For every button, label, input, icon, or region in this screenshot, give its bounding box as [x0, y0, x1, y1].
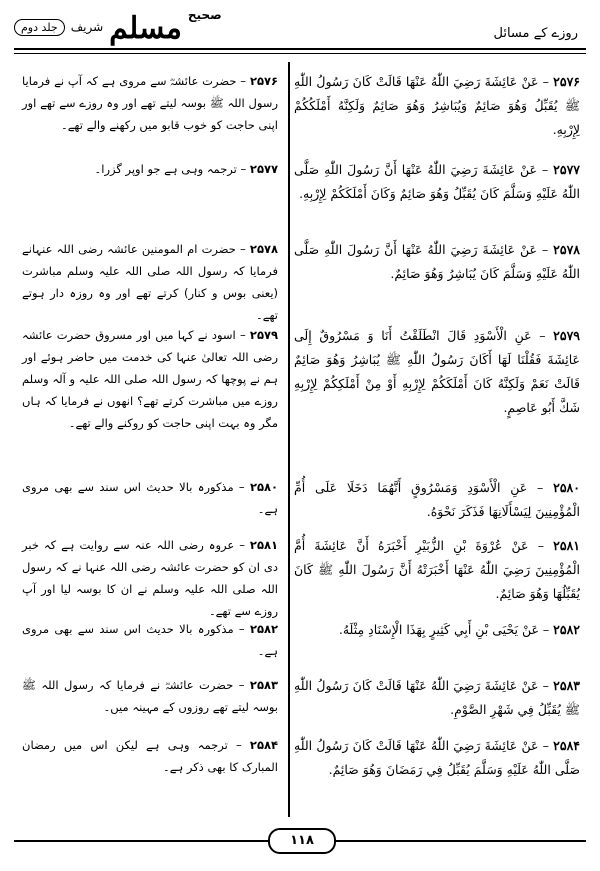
hadith-number: ۲۵۷۸ [553, 242, 580, 257]
hadith-number: ۲۵۷۸ [249, 242, 278, 256]
hadith-number: ۲۵۷۶ [249, 74, 279, 88]
urdu-text: مذکورہ بالا حدیث اس سند سے بھی مروی ہے۔ [22, 622, 278, 658]
hadith-number: ۲۵۷۹ [553, 328, 580, 343]
page-header [14, 8, 586, 58]
arabic-text: عَنْ عَائِشَةَ رَضِيَ اللّٰهُ عَنْهَا أَنَّ رَسُولَ اللّٰهِ صَلَّى اللّٰهُ عَلَيْهِ وَسَلَّمَ كَانَ يُقَبِّلُ وَهُوَ صَائِمٌ وَكَانَ أَمْلَكَكُمْ لِإِرْبِهِ. [294, 162, 580, 201]
hadith-number: ۲۵۸۴ [553, 738, 580, 753]
hadith-number: ۲۵۷۷ [249, 162, 278, 176]
hadith-number: ۲۵۸۰ [249, 480, 279, 494]
hadith-number: ۲۵۸۲ [553, 622, 580, 637]
hadith-urdu-2577: ۲۵۷۷ – ترجمہ وہی ہے جو اوپر گزرا۔ [94, 162, 278, 176]
header-rule-thin [14, 53, 586, 54]
hadith-urdu-2576: ۲۵۷۶ – حضرت عائشہؓ سے مروی ہے کہ آپ نے فرمایا رسول اللہ ﷺ بوسہ لیتے تھے اور وہ روزے سے تھے اور اپنی حاجت کو خوب قابو میں رکھنے والے تھے۔ [22, 74, 279, 132]
hadith-number: ۲۵۸۱ [553, 538, 581, 553]
arabic-text: عَنْ عُرْوَةَ بْنِ الزُّبَيْرِ أَخْبَرَهُ أَنَّ عَائِشَةَ أُمَّ الْمُؤْمِنِينَ رَضِيَ اللّٰهُ عَنْهَا أَخْبَرَتْهُ أَنَّ رَسُولَ اللّٰهِ ﷺ كَانَ يُقَبِّلُهَا وَهُوَ صَائِمٌ. [294, 538, 580, 601]
header-rule [14, 48, 586, 50]
hadith-number: ۲۵۸۰ [553, 480, 580, 495]
arabic-text: عَنْ عَائِشَةَ رَضِيَ اللّٰهُ عَنْهَا قَالَتْ كَانَ رَسُولُ اللّٰهِ صَلَّى اللّٰهُ عَلَيْهِ وَسَلَّمَ يُقَبِّلُ فِي رَمَضَانَ وَهُوَ صَائِمٌ. [294, 738, 580, 777]
urdu-text: ترجمہ وہی ہے جو اوپر گزرا۔ [94, 162, 237, 176]
hadith-urdu-2578: ۲۵۷۸ – حضرت ام المومنین عائشہ رضی اللہ عنہانے فرمایا کہ رسول اللہ صلی اللہ علیہ وسلم مباشرت (یعنی بوس و کنار) کرتے تھے اور وہ روزہ دار ہوتے تھے۔ [22, 242, 278, 322]
hadith-number: ۲۵۸۲ [249, 622, 279, 636]
urdu-text: اسود نے کہا میں اور مسروق حضرت عائشہ رضی اللہ تعالیٰ عنہا کی خدمت میں حاضر ہوئے اور ہم نے پوچھا کہ رسول اللہ صلی اللہ علیہ و آلہ وسلم روزے میں مباشرت کرتے تھے؟ انھوں نے فرمایا کہ ہاں مگر وہ بہت اپنی حاجت کو روکنے والے تھے۔ [22, 328, 278, 430]
arabic-text: عَنِ الْأَسْوَدِ وَمَسْرُوقٍ أَنَّهُمَا دَخَلَا عَلَى أُمِّ الْمُؤْمِنِينَ لِيَسْأَلَانِهَا فَذَكَرَ نَحْوَهُ. [294, 480, 580, 519]
hadith-arabic-2580: ۲۵۸۰ – عَنِ الْأَسْوَدِ وَمَسْرُوقٍ أَنَّهُمَا دَخَلَا عَلَى أُمِّ الْمُؤْمِنِينَ لِيَسْأَلَانِهَا فَذَكَرَ نَحْوَهُ. [294, 480, 580, 519]
hadith-urdu-2584: ۲۵۸۴ – ترجمہ وہی ہے لیکن اس میں رمضان المبارک کا بھی ذکر ہے۔ [22, 738, 278, 774]
urdu-text: حضرت ام المومنین عائشہ رضی اللہ عنہانے فرمایا کہ رسول اللہ صلی اللہ علیہ وسلم مباشرت (یعنی بوس و کنار) کرتے تھے اور وہ روزہ دار ہوتے تھے۔ [22, 242, 278, 322]
urdu-text: حضرت عائشہؓ سے مروی ہے کہ آپ نے فرمایا رسول اللہ ﷺ بوسہ لیتے تھے اور وہ روزے سے تھے اور اپنی حاجت کو خوب قابو میں رکھنے والے تھے۔ [22, 74, 278, 132]
hadith-urdu-2583: ۲۵۸۳ – حضرت عائشہؓ نے فرمایا کہ رسول اللہ ﷺ بوسہ لیتے تھے روزوں کے مہینہ میں۔ [22, 678, 278, 714]
book-title: مسلم [109, 11, 182, 46]
hadith-arabic-2579: ۲۵۷۹ – عَنِ الْأَسْوَدِ قَالَ انْطَلَقْتُ أَنَا وَ مَسْرُوقٌ إِلَى عَائِشَةَ فَقُلْنَا لَهَا أَكَانَ رَسُولُ اللّٰهِ ﷺ يُبَاشِرُ وَهُوَ صَائِمٌ قَالَتْ نَعَمْ وَلَكِنَّهُ كَانَ أَمْلَكَكُمْ لِإِرْبِهِ أَوْ مِنْ أَمْلَكِكُمْ لِإِرْبِهِ شَكَّ أَبُو عَاصِمٍ. [294, 328, 580, 415]
hadith-table [14, 62, 586, 817]
hadith-arabic-2581: ۲۵۸۱ – عَنْ عُرْوَةَ بْنِ الزُّبَيْرِ أَخْبَرَهُ أَنَّ عَائِشَةَ أُمَّ الْمُؤْمِنِينَ رَضِيَ اللّٰهُ عَنْهَا أَخْبَرَتْهُ أَنَّ رَسُولَ اللّٰهِ ﷺ كَانَ يُقَبِّلُهَا وَهُوَ صَائِمٌ. [294, 538, 581, 601]
book-title-block [14, 8, 314, 46]
urdu-text: عروہ رضی اللہ عنہ سے روایت ہے کہ خبر دی ان کو حضرت عائشہ رضی اللہ عنہا نے کہ رسول اللہ صلی اللہ علیہ وسلم نے ان کا بوسہ لیا اور آپ روزے سے تھے۔ [22, 538, 278, 618]
urdu-text: ترجمہ وہی ہے لیکن اس میں رمضان المبارک کا بھی ذکر ہے۔ [22, 738, 278, 774]
hadith-urdu-2580: ۲۵۸۰ – مذکورہ بالا حدیث اس سند سے بھی مروی ہے۔ [22, 480, 279, 516]
sahih-label: صحیح [187, 8, 222, 22]
hadith-urdu-2582: ۲۵۸۲ – مذکورہ بالا حدیث اس سند سے بھی مروی ہے۔ [22, 622, 279, 658]
urdu-column [16, 62, 288, 817]
arabic-text: عَنِ الْأَسْوَدِ قَالَ انْطَلَقْتُ أَنَا وَ مَسْرُوقٌ إِلَى عَائِشَةَ فَقُلْنَا لَهَا أَكَانَ رَسُولُ اللّٰهِ ﷺ يُبَاشِرُ وَهُوَ صَائِمٌ قَالَتْ نَعَمْ وَلَكِنَّهُ كَانَ أَمْلَكَكُمْ لِإِرْبِهِ أَوْ مِنْ أَمْلَكِكُمْ لِإِرْبِهِ شَكَّ أَبُو عَاصِمٍ. [294, 328, 580, 415]
arabic-text: عَنْ عَائِشَةَ رَضِيَ اللّٰهُ عَنْهَا قَالَتْ كَانَ رَسُولُ اللّٰهِ ﷺ يُقَبِّلُ وَهُوَ صَائِمٌ وَيُبَاشِرُ وَهُوَ صَائِمٌ وَلَكِنَّهُ أَمْلَكُكُمْ لِإِرْبِهِ. [294, 74, 580, 137]
hadith-number: ۲۵۸۳ [553, 678, 580, 693]
page-footer [14, 826, 586, 856]
hadith-arabic-2584: ۲۵۸۴ – عَنْ عَائِشَةَ رَضِيَ اللّٰهُ عَنْهَا قَالَتْ كَانَ رَسُولُ اللّٰهِ صَلَّى اللّٰهُ عَلَيْهِ وَسَلَّمَ يُقَبِّلُ فِي رَمَضَانَ وَهُوَ صَائِمٌ. [294, 738, 580, 777]
chapter-title: روزے کے مسائل [493, 26, 578, 41]
volume-label: جلد دوم [14, 19, 65, 36]
arabic-text: عَنْ يَحْيَى بْنِ أَبِي كَثِيرٍ بِهَذَا الْإِسْنَادِ مِثْلَهُ. [338, 622, 539, 637]
hadith-arabic-2577: ۲۵۷۷ – عَنْ عَائِشَةَ رَضِيَ اللّٰهُ عَنْهَا أَنَّ رَسُولَ اللّٰهِ صَلَّى اللّٰهُ عَلَيْهِ وَسَلَّمَ كَانَ يُقَبِّلُ وَهُوَ صَائِمٌ وَكَانَ أَمْلَكَكُمْ لِإِرْبِهِ. [294, 162, 580, 201]
hadith-arabic-2578: ۲۵۷۸ – عَنْ عَائِشَةَ رَضِيَ اللّٰهُ عَنْهَا أَنَّ رَسُولَ اللّٰهِ صَلَّى اللّٰهُ عَلَيْهِ وَسَلَّمَ كَانَ يُبَاشِرُ وَهُوَ صَائِمٌ. [294, 242, 580, 281]
hadith-number: ۲۵۸۴ [249, 738, 278, 752]
title-ornament: شریف [70, 20, 104, 34]
hadith-number: ۲۵۸۳ [249, 678, 278, 692]
urdu-text: مذکورہ بالا حدیث اس سند سے بھی مروی ہے۔ [22, 480, 278, 516]
arabic-text: عَنْ عَائِشَةَ رَضِيَ اللّٰهُ عَنْهَا قَالَتْ كَانَ رَسُولُ اللّٰهِ ﷺ يُقَبِّلُ فِي شَهْرِ الصَّوْمِ. [294, 678, 580, 717]
hadith-number: ۲۵۷۶ [553, 74, 580, 89]
hadith-number: ۲۵۷۷ [553, 162, 580, 177]
hadith-arabic-2576: ۲۵۷۶ – عَنْ عَائِشَةَ رَضِيَ اللّٰهُ عَنْهَا قَالَتْ كَانَ رَسُولُ اللّٰهِ ﷺ يُقَبِّلُ وَهُوَ صَائِمٌ وَيُبَاشِرُ وَهُوَ صَائِمٌ وَلَكِنَّهُ أَمْلَكُكُمْ لِإِرْبِهِ. [294, 74, 580, 137]
page-number: ۱۱۸ [268, 828, 336, 854]
hadith-urdu-2579: ۲۵۷۹ – اسود نے کہا میں اور مسروق حضرت عائشہ رضی اللہ تعالیٰ عنہا کی خدمت میں حاضر ہوئے اور ہم نے پوچھا کہ رسول اللہ صلی اللہ علیہ و آلہ وسلم روزے میں مباشرت کرتے تھے؟ انھوں نے فرمایا کہ ہاں مگر وہ بہت اپنی حاجت کو روکنے والے تھے۔ [22, 328, 278, 430]
hadith-number: ۲۵۸۱ [249, 538, 278, 552]
hadith-number: ۲۵۷۹ [249, 328, 278, 342]
hadith-arabic-2583: ۲۵۸۳ – عَنْ عَائِشَةَ رَضِيَ اللّٰهُ عَنْهَا قَالَتْ كَانَ رَسُولُ اللّٰهِ ﷺ يُقَبِّلُ فِي شَهْرِ الصَّوْمِ. [294, 678, 580, 717]
urdu-text: حضرت عائشہؓ نے فرمایا کہ رسول اللہ ﷺ بوسہ لیتے تھے روزوں کے مہینہ میں۔ [22, 678, 278, 714]
arabic-column [290, 62, 586, 817]
hadith-arabic-2582: ۲۵۸۲ – عَنْ يَحْيَى بْنِ أَبِي كَثِيرٍ بِهَذَا الْإِسْنَادِ مِثْلَهُ. [338, 622, 580, 637]
arabic-text: عَنْ عَائِشَةَ رَضِيَ اللّٰهُ عَنْهَا أَنَّ رَسُولَ اللّٰهِ صَلَّى اللّٰهُ عَلَيْهِ وَسَلَّمَ كَانَ يُبَاشِرُ وَهُوَ صَائِمٌ. [294, 242, 580, 281]
hadith-urdu-2581: ۲۵۸۱ – عروہ رضی اللہ عنہ سے روایت ہے کہ خبر دی ان کو حضرت عائشہ رضی اللہ عنہا نے کہ رسول اللہ صلی اللہ علیہ وسلم نے ان کا بوسہ لیا اور آپ روزے سے تھے۔ [22, 538, 278, 618]
